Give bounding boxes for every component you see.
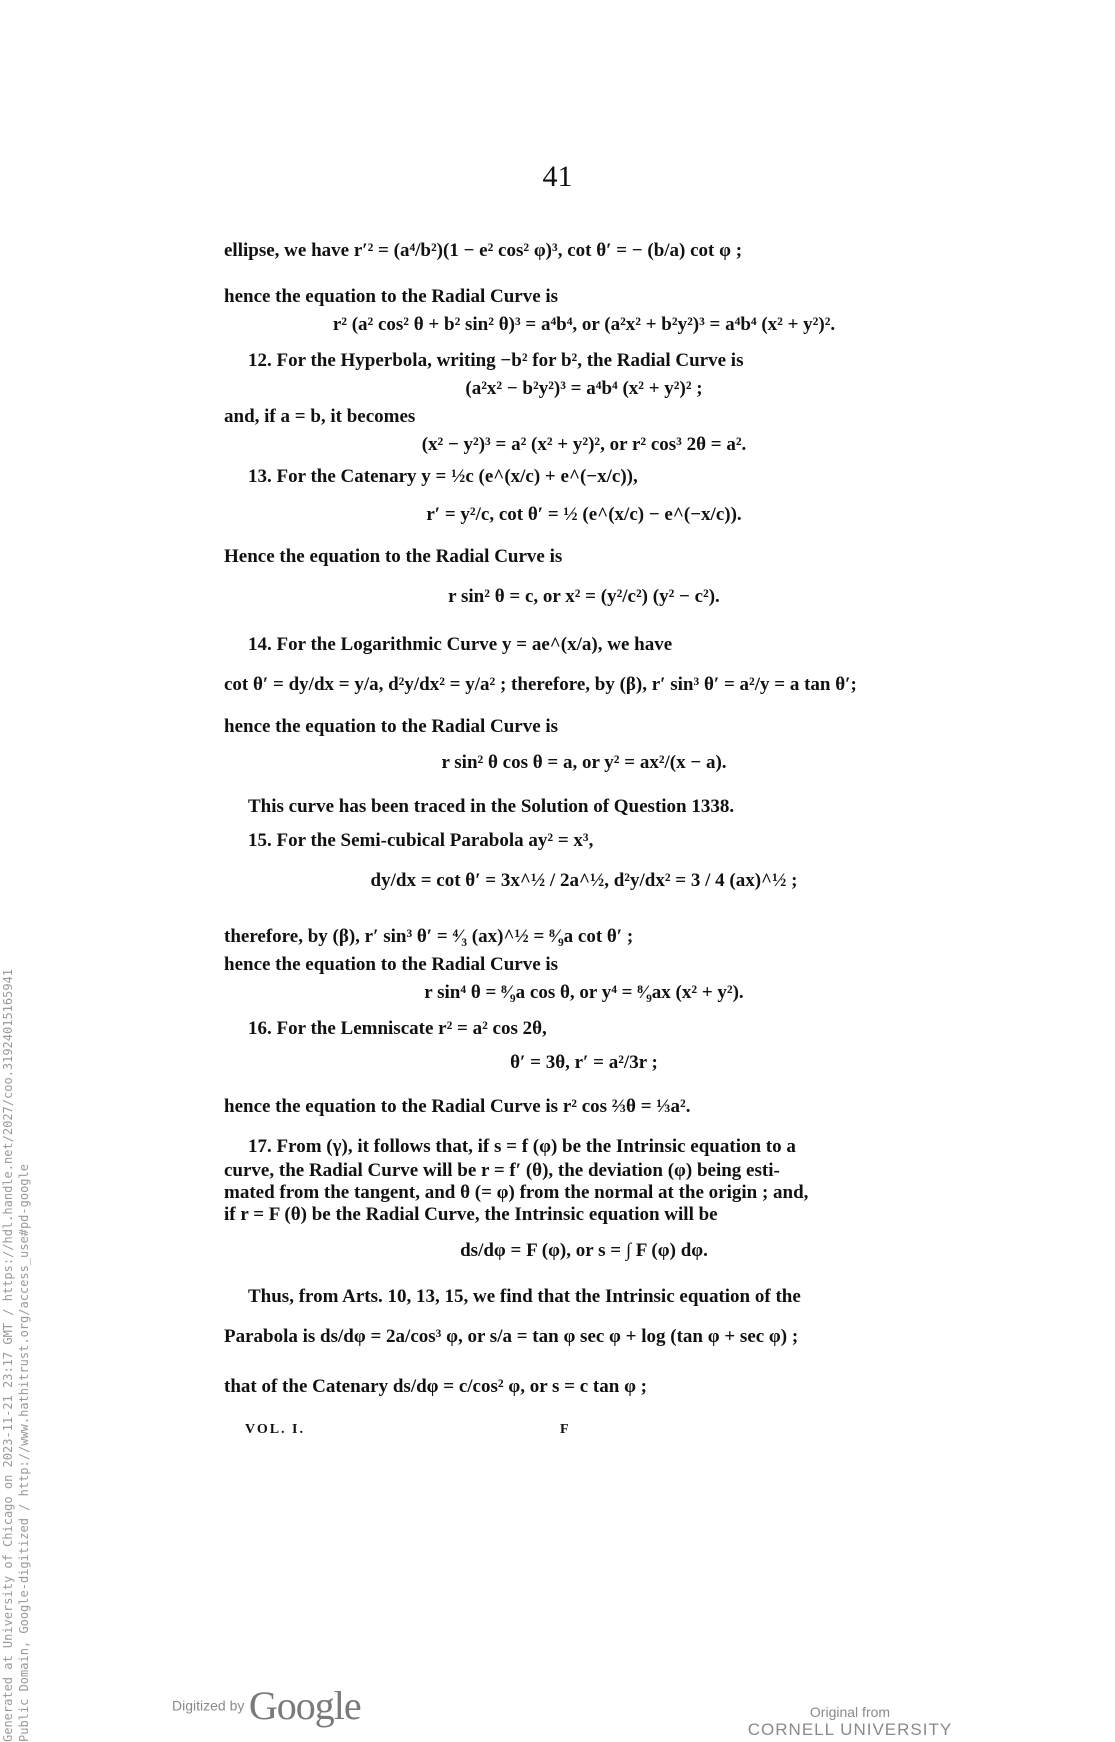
side-watermark bbox=[0, 969, 32, 1742]
equation: (a²x² − b²y²)³ = a⁴b⁴ (x² + y²)² ; bbox=[465, 378, 703, 399]
equation: Parabola is ds/dφ = 2a/cos³ φ, or s/a = tan φ sec φ + log (tan φ + sec φ) ; bbox=[224, 1326, 799, 1347]
equation: r sin⁴ θ = ⁸⁄₉a cos θ, or y⁴ = ⁸⁄₉ax (x² + y²). bbox=[424, 982, 744, 1003]
text-line: if r = F (θ) be the Radial Curve, the Intrinsic equation will be bbox=[224, 1204, 718, 1225]
text-line: 13. For the Catenary y = ½c (e^(x/c) + e^(−x/c)), bbox=[248, 466, 638, 487]
equation: cot θ′ = dy/dx = y/a, d²y/dx² = y/a² ; therefore, by (β), r′ sin³ θ′ = a²/y = a tan θ′; bbox=[224, 674, 857, 695]
text-line: curve, the Radial Curve will be r = f′ (θ), the deviation (φ) being esti- bbox=[224, 1160, 780, 1181]
equation: that of the Catenary ds/dφ = c/cos² φ, or s = c tan φ ; bbox=[224, 1376, 648, 1397]
digitized-by-google bbox=[172, 1682, 361, 1729]
google-logo: Google bbox=[248, 1683, 361, 1728]
footer-signature: F bbox=[560, 1422, 569, 1437]
equation: dy/dx = cot θ′ = 3x^½ / 2a^½, d²y/dx² = 3 / 4 (ax)^½ ; bbox=[370, 870, 798, 891]
text-line: Thus, from Arts. 10, 13, 15, we find that the Intrinsic equation of the bbox=[248, 1286, 801, 1307]
text-line: 17. From (γ), it follows that, if s = f (φ) be the Intrinsic equation to a bbox=[248, 1136, 796, 1157]
text-line: mated from the tangent, and θ (= φ) from the normal at the origin ; and, bbox=[224, 1182, 809, 1203]
text-line: therefore, by (β), r′ sin³ θ′ = ⁴⁄₃ (ax)^½ = ⁸⁄₉a cot θ′ ; bbox=[224, 926, 634, 947]
digitized-label: Digitized by bbox=[172, 1697, 245, 1714]
equation: θ′ = 3θ, r′ = a²/3r ; bbox=[510, 1052, 658, 1073]
text-line: 16. For the Lemniscate r² = a² cos 2θ, bbox=[248, 1018, 547, 1039]
watermark-line: Generated at University of Chicago on 2023-11-21 23:17 GMT / https://hdl.handle.net/2027/coo.31924015165941 bbox=[1, 968, 15, 1742]
original-institution: CORNELL UNIVERSITY bbox=[747, 1720, 953, 1739]
original-label: Original from bbox=[809, 1704, 891, 1720]
text-line: hence the equation to the Radial Curve is bbox=[224, 954, 559, 975]
text-line: hence the equation to the Radial Curve is bbox=[224, 716, 559, 737]
equation: r² (a² cos² θ + b² sin² θ)³ = a⁴b⁴, or (a²x² + b²y²)³ = a⁴b⁴ (x² + y²)². bbox=[332, 314, 836, 335]
text-line: 15. For the Semi-cubical Parabola ay² = x³, bbox=[248, 830, 594, 851]
text-line: ellipse, we have r′² = (a⁴/b²)(1 − e² cos² φ)³, cot θ′ = − (b/a) cot φ ; bbox=[224, 240, 743, 261]
equation: ds/dφ = F (φ), or s = ∫ F (φ) dφ. bbox=[460, 1240, 708, 1261]
text-line: hence the equation to the Radial Curve is bbox=[224, 286, 559, 307]
text-line: Hence the equation to the Radial Curve is bbox=[224, 546, 563, 567]
text-line: and, if a = b, it becomes bbox=[224, 406, 416, 427]
page-number: 41 bbox=[542, 160, 573, 193]
footer-volume: VOL. I. bbox=[245, 1422, 306, 1437]
equation: (x² − y²)³ = a² (x² + y²)², or r² cos³ 2θ = a². bbox=[421, 434, 747, 455]
text-line: hence the equation to the Radial Curve is r² cos ⅔θ = ⅓a². bbox=[224, 1096, 691, 1117]
equation: r′ = y²/c, cot θ′ = ½ (e^(x/c) − e^(−x/c)). bbox=[426, 504, 742, 525]
text-line: This curve has been traced in the Solution of Question 1338. bbox=[248, 796, 735, 817]
text-line: 12. For the Hyperbola, writing −b² for b², the Radial Curve is bbox=[248, 350, 744, 371]
equation: r sin² θ = c, or x² = (y²/c²) (y² − c²). bbox=[448, 586, 720, 607]
text-line: 14. For the Logarithmic Curve y = ae^(x/a), we have bbox=[248, 634, 673, 655]
original-from bbox=[740, 1704, 960, 1740]
watermark-line: Public Domain, Google-digitized / http://www.hathitrust.org/access_use#pd-google bbox=[17, 1164, 31, 1742]
equation: r sin² θ cos θ = a, or y² = ax²/(x − a). bbox=[441, 752, 727, 773]
